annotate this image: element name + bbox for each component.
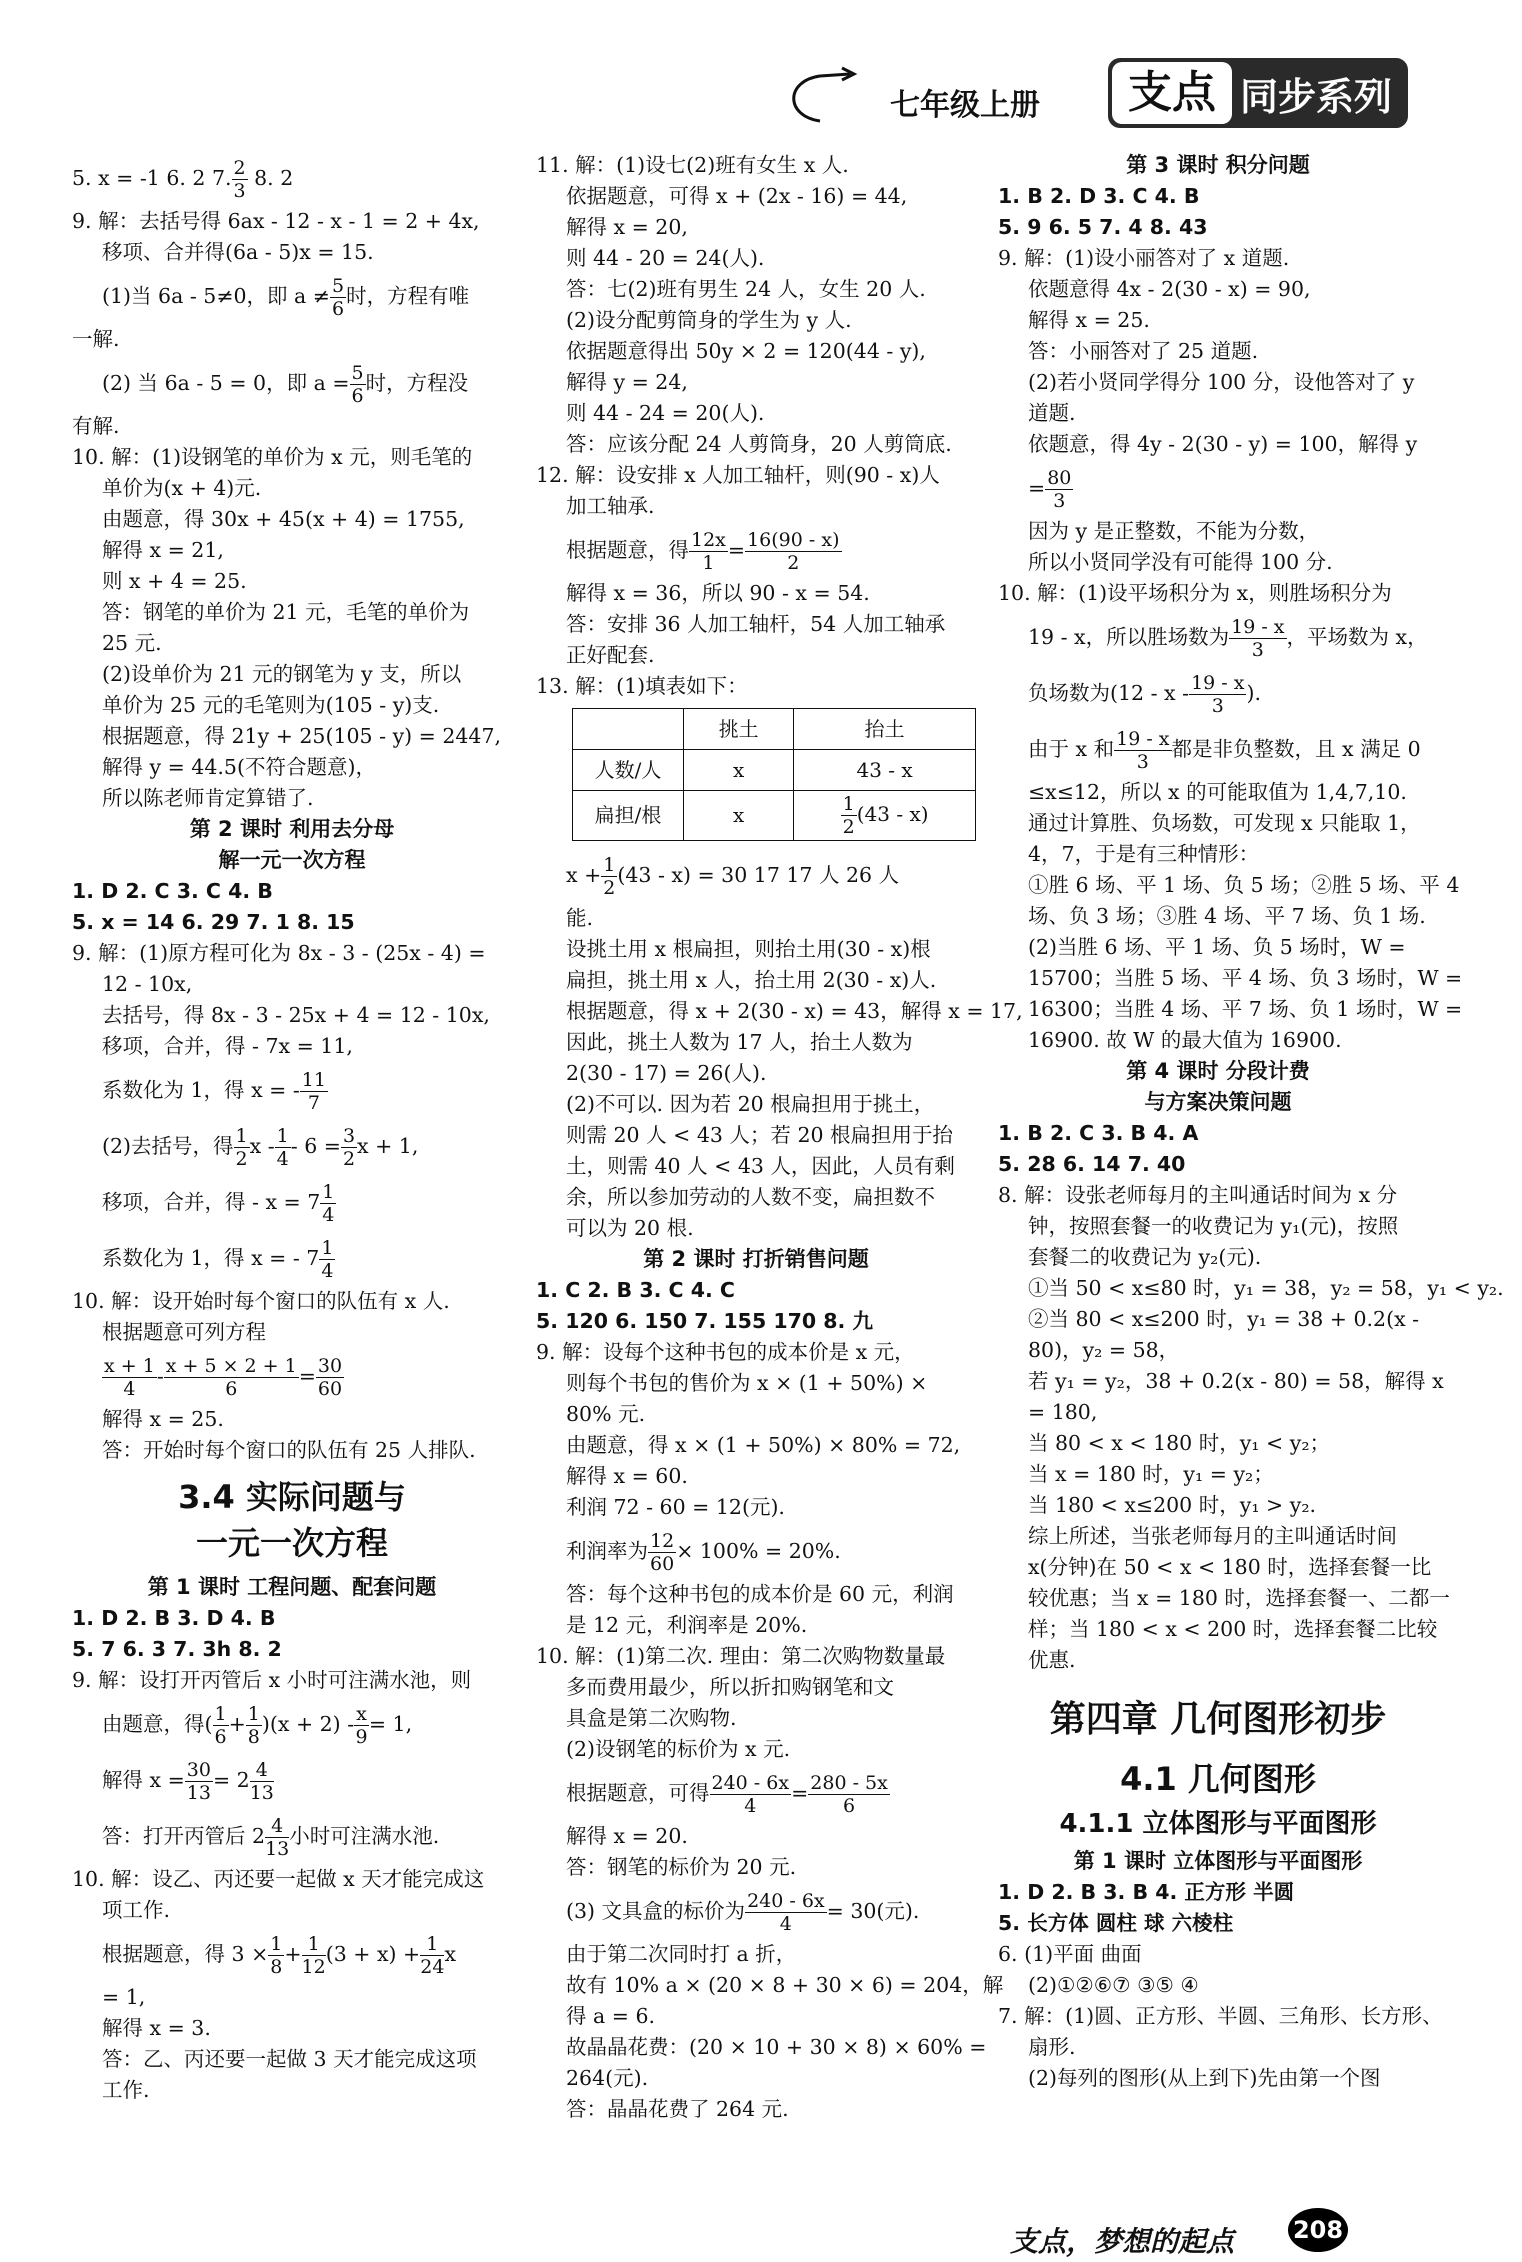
- column-1: [72, 150, 512, 2106]
- answer-line: 答：乙、丙还要一起做 3 天才能完成这项: [102, 2047, 477, 2071]
- answer-line: 6. (1)平面 曲面: [998, 1942, 1142, 1966]
- answer-line: 有解.: [72, 414, 120, 438]
- answer-line: 能.: [566, 906, 594, 930]
- answer-line: 根据题意可列方程: [102, 1320, 266, 1344]
- answer-line: 解得 x = 20,: [566, 215, 688, 239]
- answer-line: (2) 当 6a - 5 = 0，即 a = $\frac{5}{6}$ 时，方程没: [102, 362, 469, 407]
- answer-line: ≤x≤12，所以 x 的可能取值为 1,4,7,10.: [1028, 780, 1407, 804]
- answer-line: 是 12 元，利润率是 20%.: [566, 1613, 808, 1637]
- answer-line: 根据题意，得 21y + 25(105 - y) = 2447,: [102, 724, 502, 748]
- answer-line: 根据题意，可得 $\frac{240 - 6x}{4}$ = $\frac{280 - 5x}{6}$: [566, 1772, 888, 1817]
- answer-line: 移项，合并，得 - x = 7 $\frac{1}{4}$: [102, 1181, 335, 1226]
- answer-line: 解得 y = 44.5(不符合题意)，: [102, 755, 376, 779]
- answer-line: 1. B 2. C 3. B 4. A: [998, 1121, 1199, 1145]
- answer-line: 利润 72 - 60 = 12(元).: [566, 1495, 785, 1519]
- answer-line: 答：打开丙管后 2 $\frac{4}{13}$ 小时可注满水池.: [102, 1815, 440, 1860]
- answer-line: 依题意，得 4y - 2(30 - y) = 100，解得 y: [1028, 432, 1418, 456]
- answer-line: 工作.: [102, 2078, 150, 2102]
- lesson-heading: 解一元一次方程: [218, 848, 366, 872]
- answer-line: (1)当 6a - 5≠0，即 a ≠ $\frac{5}{6}$ 时，方程有唯: [102, 275, 470, 320]
- fill-table: 挑土 抬土 人数/人 x 43 - x 扁担/根 x $\frac{1}{2}$ (43 - x): [572, 708, 976, 841]
- answer-line: 答：钢笔的标价为 20 元.: [566, 1855, 797, 1879]
- answer-line: 当 180 < x≤200 时，y₁ > y₂.: [1028, 1493, 1317, 1517]
- answer-line: 优惠.: [1028, 1648, 1076, 1672]
- answer-line: 答：安排 36 人加工轴杆，54 人加工轴承: [566, 612, 946, 636]
- answer-line: 12 - 10x,: [102, 972, 193, 996]
- answer-line: 由题意，得 30x + 45(x + 4) = 1755,: [102, 507, 465, 531]
- answer-line: 单价为 25 元的毛笔则为(105 - y)支.: [102, 693, 440, 717]
- answer-line: 去括号，得 8x - 3 - 25x + 4 = 12 - 10x,: [102, 1003, 490, 1027]
- answer-line: 若 y₁ = y₂，38 + 0.2(x - 80) = 58，解得 x: [1028, 1369, 1444, 1393]
- answer-line: 16900. 故 W 的最大值为 16900.: [1028, 1028, 1342, 1052]
- answer-line: 19 - x，所以胜场数为 $\frac{19 - x}{3}$ ，平场数为 x，: [1028, 616, 1428, 661]
- answer-line: (2)当胜 6 场、平 1 场、负 5 场时，W =: [1028, 935, 1406, 959]
- answer-line: 解得 x = 3.: [102, 2016, 211, 2040]
- answer-line: 9. 解：设打开丙管后 x 小时可注满水池，则: [72, 1668, 472, 1692]
- answer-line: 1. D 2. C 3. C 4. B: [72, 879, 273, 903]
- answer-line: 80)，y₂ = 58，: [1028, 1338, 1180, 1362]
- answer-line: 解得 x = $\frac{30}{13}$ = 2 $\frac{4}{13}$: [102, 1759, 274, 1804]
- answer-line: 5. 9 6. 5 7. 4 8. 43: [998, 215, 1208, 239]
- answer-line: 故晶晶花费：(20 × 10 + 30 × 8) × 60% =: [566, 2035, 987, 2059]
- answer-line: 则需 20 人 < 43 人；若 20 根扁担用于抬: [566, 1123, 954, 1147]
- answer-line: 根据题意，得 3 × $\frac{1}{8}$ + $\frac{1}{12}$ (3 + x) + $\frac{1}{24}$ x: [102, 1933, 456, 1978]
- answer-line: 单价为(x + 4)元.: [102, 476, 262, 500]
- answer-line: 因此，挑土人数为 17 人，抬土人数为: [566, 1030, 913, 1054]
- subsection-heading: 4.1.1 立体图形与平面图形: [1059, 1809, 1377, 1839]
- answer-line: 综上所述，当张老师每月的主叫通话时间: [1028, 1524, 1397, 1548]
- answer-line: 8. 解：设张老师每月的主叫通话时间为 x 分: [998, 1183, 1398, 1207]
- answer-line: 具盒是第二次购物.: [566, 1706, 737, 1730]
- answer-line: 系数化为 1，得 x = - 7 $\frac{1}{4}$: [102, 1237, 334, 1282]
- answer-line: 当 80 < x < 180 时，y₁ < y₂；: [1028, 1431, 1331, 1455]
- answer-line: 多而费用最少，所以折扣购钢笔和文: [566, 1675, 894, 1699]
- answer-line: ①胜 6 场、平 1 场、负 5 场；②胜 5 场、平 4: [1028, 873, 1460, 897]
- answer-line: 9. 解：去括号得 6ax - 12 - x - 1 = 2 + 4x,: [72, 209, 480, 233]
- answer-line: 钟，按照套餐一的收费记为 y₁(元)，按照: [1028, 1214, 1399, 1238]
- answer-line: 土，则需 40 人 < 43 人，因此，人员有剩: [566, 1154, 955, 1178]
- answer-line: 解得 x = 60.: [566, 1464, 688, 1488]
- answer-line: (2)①②⑥⑦ ③⑤ ④: [1028, 1973, 1199, 1997]
- answer-line: 依题意得 4x - 2(30 - x) = 90,: [1028, 277, 1311, 301]
- answer-line: 解得 x = 20.: [566, 1824, 688, 1848]
- chapter-heading: 第四章 几何图形初步: [1049, 1699, 1387, 1740]
- answer-line: 2(30 - 17) = 26(人).: [566, 1061, 767, 1085]
- answer-line: 答：开始时每个窗口的队伍有 25 人排队.: [102, 1438, 476, 1462]
- answer-line: $\frac{x + 1}{4}$ - $\frac{x + 5 \times 2 + 1}{6}$ = $\frac{30}{60}$: [104, 1355, 343, 1400]
- answer-line: 则 44 - 20 = 24(人).: [566, 246, 765, 270]
- lesson-heading: 第 4 课时 分段计费: [1126, 1059, 1310, 1083]
- answer-line: 套餐二的收费记为 y₂(元).: [1028, 1245, 1262, 1269]
- answer-line: 答：应该分配 24 人剪筒身，20 人剪筒底.: [566, 432, 952, 456]
- answer-line: 11. 解：(1)设七(2)班有女生 x 人.: [536, 153, 849, 177]
- answer-line: 加工轴承.: [566, 494, 655, 518]
- answer-line: 利润率为 $\frac{12}{60}$ × 100% = 20%.: [566, 1530, 841, 1575]
- answer-line: 扇形.: [1028, 2035, 1076, 2059]
- answer-line: 可以为 20 根.: [566, 1216, 694, 1240]
- answer-line: (2)不可以. 因为若 20 根扁担用于挑土，: [566, 1092, 935, 1116]
- brand-logo: [1108, 58, 1408, 128]
- section-heading: 一元一次方程: [195, 1524, 388, 1562]
- answer-line: 5. x = -1 6. 2 7. $\frac{2}{3}$ 8. 2: [72, 157, 294, 202]
- answer-line: 故有 10% a × (20 × 8 + 30 × 6) = 204，解: [566, 1973, 1004, 1997]
- answer-line: ①当 50 < x≤80 时，y₁ = 38，y₂ = 58，y₁ < y₂.: [1028, 1276, 1504, 1300]
- answer-line: (2)若小贤同学得分 100 分，设他答对了 y: [1028, 370, 1415, 394]
- answer-line: 5. 7 6. 3 7. 3h 8. 2: [72, 1637, 282, 1661]
- answer-line: 答：每个这种书包的成本价是 60 元，利润: [566, 1582, 954, 1606]
- answer-line: 10. 解：设乙、丙还要一起做 x 天才能完成这: [72, 1867, 485, 1891]
- answer-line: 5. 28 6. 14 7. 40: [998, 1152, 1186, 1176]
- column-2: [536, 150, 1023, 2125]
- answer-line: 设挑土用 x 根扁担，则抬土用(30 - x)根: [566, 937, 931, 961]
- lesson-heading: 第 2 课时 打折销售问题: [643, 1247, 869, 1271]
- section-heading: 4.1 几何图形: [1120, 1760, 1316, 1798]
- grade-label: 七年级上册: [890, 88, 1040, 123]
- answer-line: 答：钢笔的单价为 21 元，毛笔的单价为: [102, 600, 470, 624]
- answer-line: 系数化为 1，得 x = - $\frac{11}{7}$: [102, 1069, 326, 1114]
- answer-line: 答：七(2)班有男生 24 人，女生 20 人.: [566, 277, 926, 301]
- answer-line: 80% 元.: [566, 1402, 646, 1426]
- answer-line: 25 元.: [102, 631, 162, 655]
- answer-line: 13. 解：(1)填表如下：: [536, 674, 748, 698]
- page-header: [0, 0, 1522, 150]
- lesson-heading: 第 2 课时 利用去分母: [189, 817, 395, 841]
- answer-line: 1. D 2. B 3. B 4. 正方形 半圆: [998, 1880, 1295, 1904]
- answer-line: 4，7，于是有三种情形：: [1028, 842, 1260, 866]
- answer-line: 1. C 2. B 3. C 4. C: [536, 1278, 735, 1302]
- answer-line: 正好配套.: [566, 643, 655, 667]
- answer-line: (2)设分配剪筒身的学生为 y 人.: [566, 308, 852, 332]
- answer-line: 当 x = 180 时，y₁ = y₂；: [1028, 1462, 1274, 1486]
- answer-line: 项工作.: [102, 1898, 171, 1922]
- answer-line: 一解.: [72, 327, 120, 351]
- answer-line: 则 44 - 24 = 20(人).: [566, 401, 765, 425]
- answer-line: 9. 解：设每个这种书包的成本价是 x 元，: [536, 1340, 915, 1364]
- answer-line: 答：晶晶花费了 264 元.: [566, 2097, 789, 2121]
- answer-line: 12. 解：设安排 x 人加工轴杆，则(90 - x)人: [536, 463, 940, 487]
- answer-line: 由题意，得( $\frac{1}{6}$ + $\frac{1}{8}$ )(x + 2) - $\frac{x}{9}$ = 1,: [102, 1703, 413, 1748]
- answer-line: 15700；当胜 5 场、平 4 场、负 3 场时，W =: [1028, 966, 1463, 990]
- answer-line: 10. 解：(1)第二次. 理由：第二次购物数量最: [536, 1644, 946, 1668]
- answer-line: 由于第二次同时打 a 折，: [566, 1942, 797, 1966]
- answer-line: 负场数为(12 - x - $\frac{19 - x}{3}$ ).: [1028, 672, 1261, 717]
- answer-line: 10. 解：(1)设钢笔的单价为 x 元，则毛笔的: [72, 445, 473, 469]
- answer-line: 解得 x = 25.: [1028, 308, 1150, 332]
- answer-line: x + $\frac{1}{2}$ (43 - x) = 30 17 17 人 26 人: [566, 854, 900, 899]
- answer-line: 通过计算胜、负场数，可发现 x 只能取 1，: [1028, 811, 1421, 835]
- brand-series: 同步系列: [1240, 75, 1393, 119]
- lesson-heading: 第 1 课时 工程问题、配套问题: [147, 1575, 437, 1599]
- answer-line: 余，所以参加劳动的人数不变，扁担数不: [566, 1185, 935, 1209]
- answer-line: 移项、合并得(6a - 5)x = 15.: [102, 240, 374, 264]
- table-cell: $\frac{1}{2}$ (43 - x): [794, 791, 976, 841]
- answer-line: (2)每列的图形(从上到下)先由第一个图: [1028, 2066, 1381, 2090]
- answer-line: 则每个书包的售价为 x × (1 + 50%) ×: [566, 1371, 928, 1395]
- lesson-heading: 第 3 课时 积分问题: [1126, 153, 1310, 177]
- answer-line: (3) 文具盒的标价为 $\frac{240 - 6x}{4}$ = 30(元).: [566, 1890, 920, 1935]
- page-number: 208: [1288, 2208, 1348, 2252]
- answer-line: 样；当 180 < x < 200 时，选择套餐二比较: [1028, 1617, 1438, 1641]
- answer-line: 由题意，得 x × (1 + 50%) × 80% = 72,: [566, 1433, 961, 1457]
- answer-line: 所以陈老师肯定算错了.: [102, 786, 314, 810]
- answer-line: 10. 解：(1)设平场积分为 x，则胜场积分为: [998, 581, 1392, 605]
- answer-line: 1. D 2. B 3. D 4. B: [72, 1606, 276, 1630]
- answer-line: 解得 x = 21,: [102, 538, 224, 562]
- footer-slogan: 支点，梦想的起点: [1010, 2225, 1235, 2258]
- answer-line: 264(元).: [566, 2066, 649, 2090]
- answer-line: (2)设单价为 21 元的钢笔为 y 支，所以: [102, 662, 462, 686]
- answer-line: 5. 120 6. 150 7. 155 170 8. 九: [536, 1309, 873, 1333]
- answer-line: 16300；当胜 4 场、平 7 场、负 1 场时，W =: [1028, 997, 1463, 1021]
- answer-line: x(分钟)在 50 < x < 180 时，选择套餐一比: [1028, 1555, 1432, 1579]
- answer-line: 依据题意，可得 x + (2x - 16) = 44,: [566, 184, 908, 208]
- answer-line: 10. 解：设开始时每个窗口的队伍有 x 人.: [72, 1289, 450, 1313]
- answer-line: 得 a = 6.: [566, 2004, 656, 2028]
- answer-line: 解得 x = 36，所以 90 - x = 54.: [566, 581, 870, 605]
- answer-line: 7. 解：(1)圆、正方形、半圆、三角形、长方形、: [998, 2004, 1443, 2028]
- answer-line: = $\frac{80}{3}$: [1028, 467, 1072, 512]
- answer-line: 5. x = 14 6. 29 7. 1 8. 15: [72, 910, 355, 934]
- answer-line: (2)去括号，得 $\frac{1}{2}$ x - $\frac{1}{4}$ - 6 = $\frac{3}{2}$ x + 1,: [102, 1125, 419, 1170]
- brand-main: 支点: [1112, 62, 1232, 124]
- answer-line: 1. B 2. D 3. C 4. B: [998, 184, 1200, 208]
- answer-line: 较优惠；当 x = 180 时，选择套餐一、二都一: [1028, 1586, 1450, 1610]
- answer-line: 则 x + 4 = 25.: [102, 569, 247, 593]
- answer-line: 根据题意，得 $\frac{12x}{1}$ = $\frac{16(90 - x)}{2}$: [566, 529, 840, 574]
- answer-line: 所以小贤同学没有可能得 100 分.: [1028, 550, 1333, 574]
- answer-line: 扁担，挑土用 x 人，抬土用 2(30 - x)人.: [566, 968, 937, 992]
- answer-line: 9. 解：(1)设小丽答对了 x 道题.: [998, 246, 1290, 270]
- answer-line: 9. 解：(1)原方程可化为 8x - 3 - (25x - 4) =: [72, 941, 486, 965]
- answer-line: 答：小丽答对了 25 道题.: [1028, 339, 1259, 363]
- answer-line: 解得 x = 25.: [102, 1407, 224, 1431]
- answer-line: 5. 长方体 圆柱 球 六棱柱: [998, 1911, 1234, 1935]
- answer-line: 场、负 3 场；③胜 4 场、平 7 场、负 1 场.: [1028, 904, 1426, 928]
- column-3: [998, 150, 1504, 2094]
- answer-line: 道题.: [1028, 401, 1076, 425]
- answer-line: 根据题意，得 x + 2(30 - x) = 43，解得 x = 17,: [566, 999, 1023, 1023]
- curved-arrow-icon: [780, 66, 870, 126]
- answer-line: (2)设钢笔的标价为 x 元.: [566, 1737, 791, 1761]
- lesson-heading: 与方案决策问题: [1144, 1090, 1292, 1114]
- answer-line: = 180,: [1028, 1400, 1098, 1424]
- answer-line: 依据题意得出 50y × 2 = 120(44 - y),: [566, 339, 926, 363]
- answer-line: ②当 80 < x≤200 时，y₁ = 38 + 0.2(x -: [1028, 1307, 1420, 1331]
- lesson-heading: 第 1 课时 立体图形与平面图形: [1073, 1849, 1363, 1873]
- answer-line: 由于 x 和 $\frac{19 - x}{3}$ 都是非负整数，且 x 满足 0: [1028, 728, 1421, 773]
- answer-line: 移项，合并，得 - 7x = 11,: [102, 1034, 353, 1058]
- section-heading: 3.4 实际问题与: [178, 1478, 406, 1516]
- answer-line: 解得 y = 24,: [566, 370, 688, 394]
- answer-line: 因为 y 是正整数，不能为分数，: [1028, 519, 1320, 543]
- answer-line: = 1,: [102, 1985, 146, 2009]
